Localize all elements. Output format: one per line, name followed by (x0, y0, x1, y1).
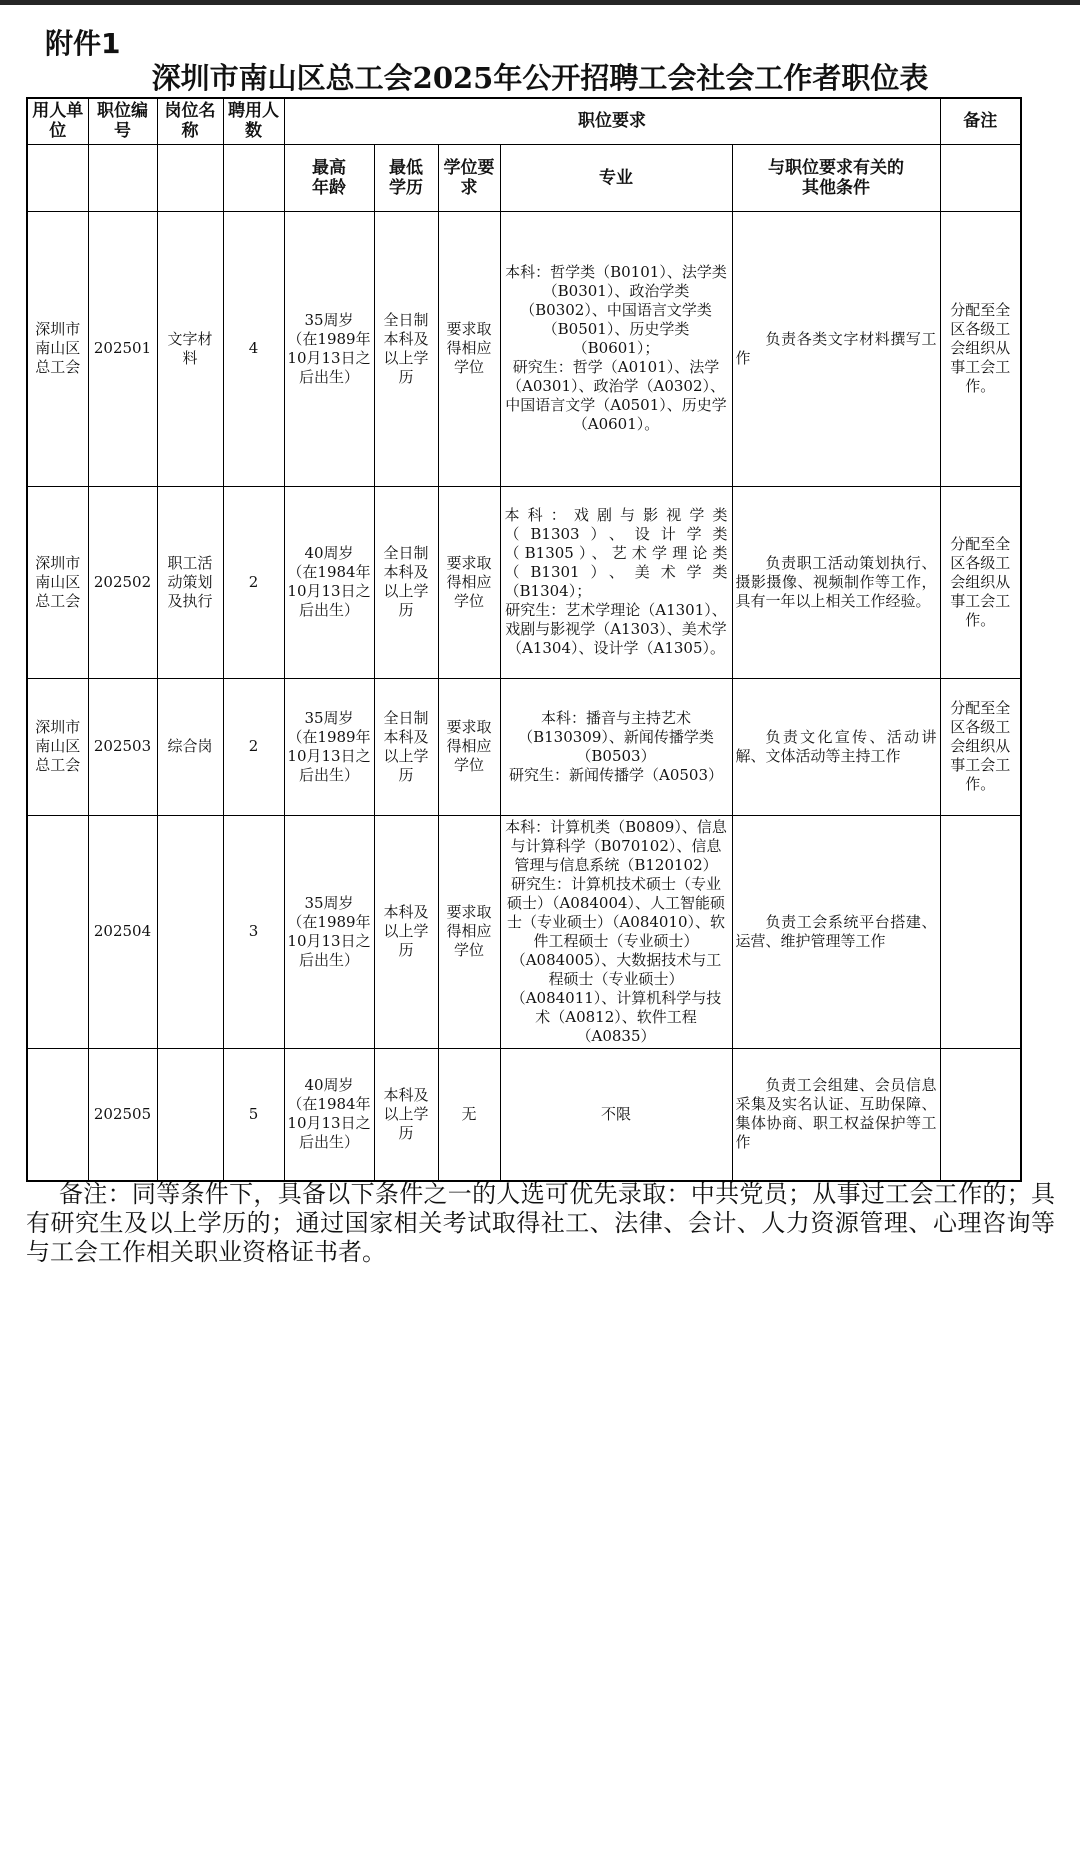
min-education-cell: 全日制本科及以上学历 (374, 678, 438, 815)
employer-cell (27, 815, 88, 1048)
header-degree: 学位要求 (438, 144, 500, 211)
page-title: 深圳市南山区总工会2025年公开招聘工会社会工作者职位表 (151, 61, 929, 95)
table-row (27, 486, 1021, 678)
position-code-cell: 202504 (88, 815, 157, 1048)
max-age-cell (284, 678, 374, 815)
employer-cell (27, 1048, 88, 1181)
min-education-cell: 本科及以上学历 (374, 1048, 438, 1181)
header-other-conditions-text: 与职位要求有关的其他条件 (768, 157, 904, 198)
max-age: 35周岁 (304, 708, 354, 727)
remark-cell: 分配至全区各级工会组织从事工会工作。 (940, 678, 1021, 815)
positions-table-container (26, 97, 1020, 1182)
max-age-cell (284, 1048, 374, 1181)
remark-cell (940, 1048, 1021, 1181)
major-graduate: 研究生：哲学（A0101）、法学（A0301）、政治学（A0302）、中国语言文学（A0501）、历史学（A0601）。 (505, 358, 727, 433)
header-max-age-line2: 年龄 (312, 177, 346, 198)
hiring-count-cell: 2 (223, 486, 284, 678)
header-remarks: 备注 (940, 98, 1021, 144)
position-name-cell (157, 1048, 223, 1181)
max-age: 40周岁 (304, 544, 354, 562)
hiring-count-cell: 2 (223, 678, 284, 815)
hiring-count-cell: 3 (223, 815, 284, 1048)
table-row (27, 678, 1021, 815)
major-undergraduate: 本科：播音与主持艺术（B130309）、新闻传播学类（B0503） (518, 708, 714, 765)
max-age-cell (284, 486, 374, 678)
hiring-count-cell: 4 (223, 211, 284, 486)
header-employer: 用人单位 (27, 98, 88, 144)
max-age-cell (284, 211, 374, 486)
table-row (27, 815, 1021, 1048)
major-cell (500, 678, 732, 815)
position-name-cell (157, 815, 223, 1048)
min-education-cell: 全日制本科及以上学历 (374, 486, 438, 678)
header-max-age-line1: 最高 (312, 157, 346, 178)
hiring-count-cell: 5 (223, 1048, 284, 1181)
employer-cell: 深圳市南山区总工会 (27, 486, 88, 678)
position-code-cell: 202503 (88, 678, 157, 815)
major-graduate: 研究生：艺术学理论（A1301）、戏剧与影视学（A1303）、美术学（A1304）、设计学（A1305）。 (505, 601, 727, 657)
position-name-cell: 文字材料 (157, 211, 223, 486)
major-cell (500, 1048, 732, 1181)
min-education-cell: 全日制本科及以上学历 (374, 211, 438, 486)
remark-cell: 分配至全区各级工会组织从事工会工作。 (940, 211, 1021, 486)
position-name-cell: 职工活动策划及执行 (157, 486, 223, 678)
birth-date-note: （在1989年10月13日之后出生） (287, 727, 371, 784)
position-name-cell: 综合岗 (157, 678, 223, 815)
birth-date-note: （在1984年10月13日之后出生） (287, 1095, 371, 1152)
major-undergraduate: 本科：哲学类（B0101）、法学类（B0301）、政治学类（B0302）、中国语言文学类（B0501）、历史学类（B0601）； (505, 263, 727, 357)
table-row (27, 1048, 1021, 1181)
remark-cell (940, 815, 1021, 1048)
table-row (27, 211, 1021, 486)
header-sub-empty (223, 144, 284, 211)
degree-cell: 要求取得相应学位 (438, 486, 500, 678)
header-sub-empty (27, 144, 88, 211)
header-major: 专业 (500, 144, 732, 211)
header-min-education-line2: 学历 (389, 177, 423, 198)
position-code-cell: 202501 (88, 211, 157, 486)
header-hiring-count: 聘用人数 (223, 98, 284, 144)
major-undergraduate: 本科：戏剧与影视学类（B1303）、设计学类（B1305）、艺术学理论类（B1301）、美术学类（B1304）； (504, 506, 728, 600)
header-row-sub (27, 144, 1021, 211)
header-sub-empty (88, 144, 157, 211)
attachment-label: 附件1 (45, 27, 121, 60)
header-requirements: 职位要求 (284, 98, 940, 144)
max-age-cell (284, 815, 374, 1048)
other-conditions-cell: 负责职工活动策划执行、摄影摄像、视频制作等工作，具有一年以上相关工作经验。 (732, 486, 940, 678)
degree-cell: 要求取得相应学位 (438, 678, 500, 815)
major-graduate: 研究生：新闻传播学（A0503） (508, 765, 723, 784)
degree-cell: 要求取得相应学位 (438, 815, 500, 1048)
remark-cell: 分配至全区各级工会组织从事工会工作。 (940, 486, 1021, 678)
max-age: 35周岁 (304, 310, 354, 329)
header-row-main (27, 98, 1021, 144)
major-cell (500, 211, 732, 486)
footer-note: 备注：同等条件下，具备以下条件之一的人选可优先录取：中共党员；从事过工会工作的；具有研究生及以上学历的；通过国家相关考试取得社工、法律、会计、人力资源管理、心理咨询等与工会工作相关职业资格证书者。 (26, 1180, 1055, 1266)
birth-date-note: （在1989年10月13日之后出生） (287, 329, 371, 386)
position-code-cell: 202505 (88, 1048, 157, 1181)
other-conditions-cell: 负责工会组建、会员信息采集及实名认证、互助保障、集体协商、职工权益保护等工作 (732, 1048, 940, 1181)
major-undergraduate: 本科：计算机类（B0809）、信息与计算科学（B070102）、信息管理与信息系统（B120102） (505, 817, 727, 874)
max-age: 35周岁 (304, 893, 354, 912)
header-min-education-line1: 最低 (389, 157, 423, 178)
position-code-cell: 202502 (88, 486, 157, 678)
header-position-code: 职位编号 (88, 98, 157, 144)
positions-table (26, 97, 1022, 1182)
other-conditions-cell: 负责文化宣传、活动讲解、文体活动等主持工作 (732, 678, 940, 815)
birth-date-note: （在1984年10月13日之后出生） (287, 563, 371, 619)
employer-cell: 深圳市南山区总工会 (27, 678, 88, 815)
header-sub-empty (157, 144, 223, 211)
major-unrestricted: 不限 (600, 1104, 631, 1123)
header-max-age (284, 144, 374, 211)
header-position-name: 岗位名称 (157, 98, 223, 144)
other-conditions-cell: 负责各类文字材料撰写工作 (732, 211, 940, 486)
min-education-cell: 本科及以上学历 (374, 815, 438, 1048)
header-other-conditions (732, 144, 940, 211)
degree-cell: 无 (438, 1048, 500, 1181)
max-age: 40周岁 (304, 1076, 354, 1095)
degree-cell: 要求取得相应学位 (438, 211, 500, 486)
major-cell (500, 815, 732, 1048)
other-conditions-cell: 负责工会系统平台搭建、运营、维护管理等工作 (732, 815, 940, 1048)
major-graduate: 研究生：计算机技术硕士（专业硕士）（A084004）、人工智能硕士（专业硕士）（A084010）、软件工程硕士（专业硕士）（A084005）、大数据技术与工程硕士（专业硕士）（A084011）、计算机科学与技术（A0812）、软件工程（A0835） (506, 874, 726, 1045)
major-cell (500, 486, 732, 678)
top-edge-bar (0, 0, 1080, 5)
employer-cell: 深圳市南山区总工会 (27, 211, 88, 486)
header-sub-empty (940, 144, 1021, 211)
birth-date-note: （在1989年10月13日之后出生） (287, 912, 371, 969)
header-min-education (374, 144, 438, 211)
